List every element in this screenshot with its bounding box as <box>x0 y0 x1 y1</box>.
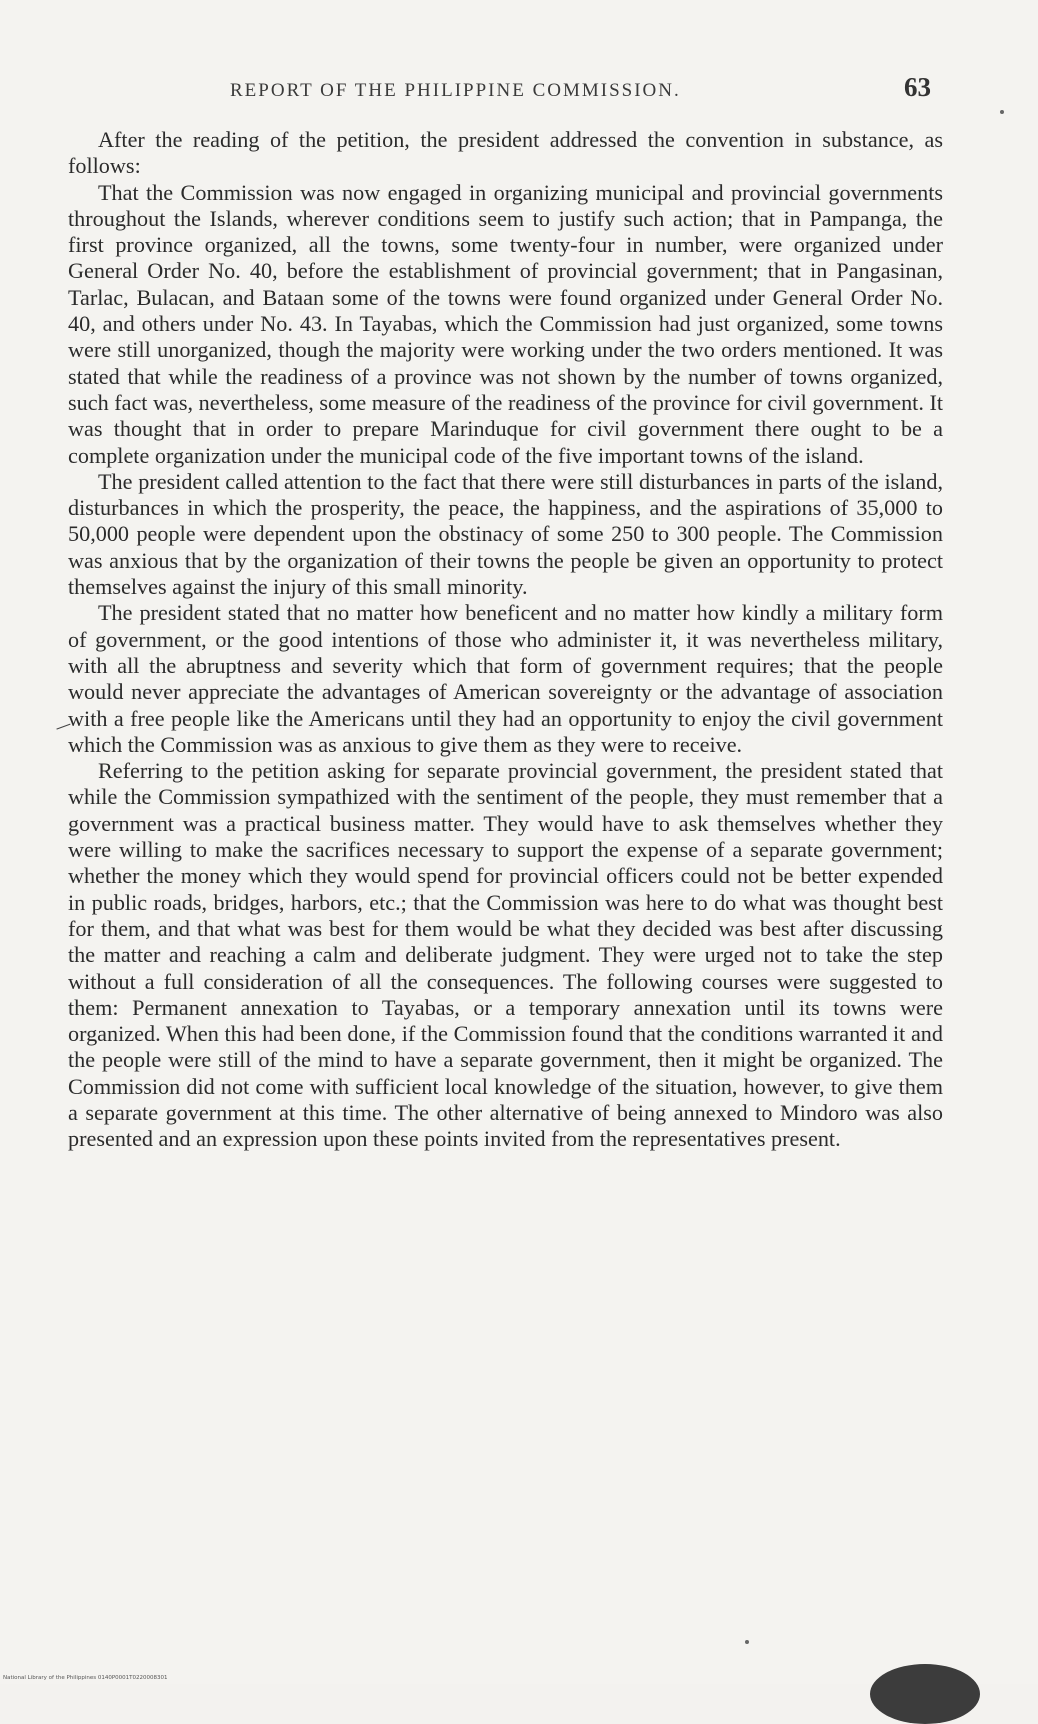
paragraph: The president called attention to the fact that there were still disturbances in parts of the island, disturbances in which the prosperity, the peace, the happiness, and the aspirations of 35,000 to 50,000 people were dependent upon the obstinacy of some 250 to 300 people. The Commission was anxious that by the organization of their towns the people be given an opportunity to protect themselves against the injury of this small minority. <box>68 468 943 600</box>
paragraph: The president stated that no matter how beneficent and no matter how kindly a military form of government, or the good intentions of those who administer it, it was nevertheless military, with all the abruptness and severity which that form of government requires; that the people would never appreciate the advantages of American sovereignty or the advantage of association with a free people like the Americans until they had an opportunity to enjoy the civil government which the Commission was as anxious to give them as they were to receive. <box>68 600 943 757</box>
margin-tick-mark: — <box>52 713 74 738</box>
paragraph: After the reading of the petition, the president addressed the convention in substance, as follows: <box>68 127 943 179</box>
scan-speck <box>745 1640 749 1644</box>
scan-speck <box>1000 110 1004 114</box>
footer-credit: National Library of the Philippines 0140P0001T0220008301 <box>3 1675 168 1681</box>
page-number: 63 <box>904 72 931 102</box>
body-text <box>68 127 943 1153</box>
paragraph: That the Commission was now engaged in organizing municipal and provincial governments throughout the Islands, wherever conditions seem to justify such action; that in Pampanga, the first province organized, all the towns, some twenty-four in number, were organized under General Order No. 40, before the establishment of provincial government; that in Pangasinan, Tarlac, Bulacan, and Bataan some of the towns were found organized under General Order No. 40, and others under No. 43. In Tayabas, which the Commission had just organized, some towns were still unorganized, though the majority were working under the two orders mentioned. It was stated that while the readiness of a province was not shown by the number of towns organized, such fact was, nevertheless, some measure of the readiness of the province for civil government. It was thought that in order to prepare Marinduque for civil government there ought to be a complete organization under the municipal code of the five important towns of the island. <box>68 179 943 468</box>
running-head: REPORT OF THE PHILIPPINE COMMISSION. <box>230 80 681 101</box>
scan-corner-blot <box>870 1664 980 1724</box>
paragraph: Referring to the petition asking for separate provincial government, the president stated that while the Commission sympathized with the sentiment of the people, they must remember that a government was a practical business matter. They would have to ask themselves whether they were willing to make the sacrifices necessary to support the expense of a separate government; whether the money which they would spend for provincial officers could not be better expended in public roads, bridges, harbors, etc.; that the Commission was here to do what was thought best for them, and that what was best for them would be what they decided was best after discussing the matter and reaching a calm and deliberate judgment. They were urged not to take the step without a full consideration of all the consequences. The following courses were suggested to them: Permanent annexation to Tayabas, or a temporary annexation until its towns were organized. When this had been done, if the Commission found that the conditions warranted it and the people were still of the mind to have a separate government, then it might be organized. The Commission did not come with sufficient local knowledge of the situation, however, to give them a separate government at this time. The other alternative of being annexed to Mindoro was also presented and an expression upon these points invited from the representatives present. <box>68 758 943 1152</box>
